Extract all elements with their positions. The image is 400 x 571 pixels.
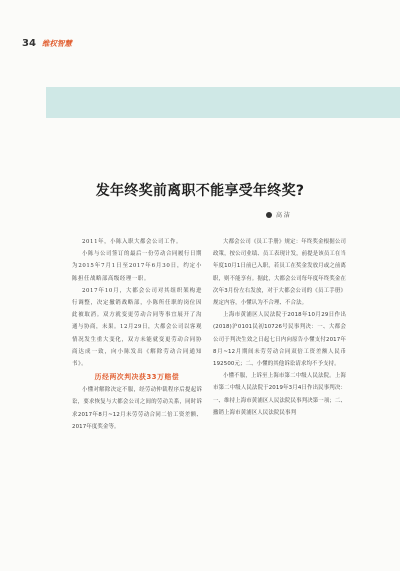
right-column — [213, 236, 346, 419]
paragraph: 小懂对解除决定不服，经劳动仲裁程序后提起诉讼，要求恢复与大都会公司之间的劳动关系，同时诉求2017年8月~12月未劳劳动合同二倍工资差额、2017年度奖金等。 — [72, 387, 202, 430]
byline — [266, 210, 290, 219]
paragraph: 2017年10月，大都会公司对其组织架构进行调整，决定撤销战略部，小陈所任职的岗位因此被取消。双方就变更劳动合同等事宜展开了沟通与协商，未果。12月29日，大都会公司以客观情况发生重大变化，双方未能就变更劳动合同协商达成一致，向小陈发出《解除劳动合同通知书》。 — [72, 287, 202, 368]
author-name: 高 洁 — [276, 212, 290, 219]
paragraph: 小懂不服，上诉至上海市第二中级人民法院。上海市第二中级人民法院于2019年3月4日作出民事判决：一、维持上海市黄浦区人民法院民事判决第一项；二、撤销上海市黄浦区人民法院民事判 — [213, 373, 346, 416]
page-header — [22, 36, 72, 50]
section-heading: 历经两次判决获33万赔偿 — [94, 373, 180, 382]
article-title: 发年终奖前离职不能享受年终奖? — [95, 183, 305, 199]
paragraph: 上海市黄浦区人民法院于2018年10月29日作出(2018)沪0101民初10726号民事判决：一、大都会公司于判决生效之日起七日内向原告小懂支付2017年8月~12月期间未劳劳动合同双倍工资差额人民币192500元；二、小懂的其他诉讼请求均不予支持。 — [213, 312, 346, 368]
paragraph: 大都会公司《员工手册》规定：年终奖金根据公司政策，按公司业绩、员工表现计发，前提是该员工在当年度10月1日前已入职，若员工在奖金发放月或之前离职，则不能享有。据此，大都会公司每年度年终奖金在次年3月份左右发放，对于大都会公司的《员工手册》规定内容，小懂认为不合理、不合法。 — [213, 239, 346, 307]
author-icon — [266, 212, 272, 218]
paragraph: 小陈与公司签订的最后一份劳动合同履行日期为2015年7月1日至2017年6月30日，约定小陈担任战略部高级经理一职。 — [72, 251, 202, 282]
left-column — [72, 236, 202, 433]
paragraph: 2011年，小陈入职大都会公司工作。 — [82, 239, 182, 245]
page-number: 34 — [22, 37, 36, 49]
section-label: 维权智慧 — [41, 38, 72, 48]
decorative-banner — [46, 87, 400, 118]
